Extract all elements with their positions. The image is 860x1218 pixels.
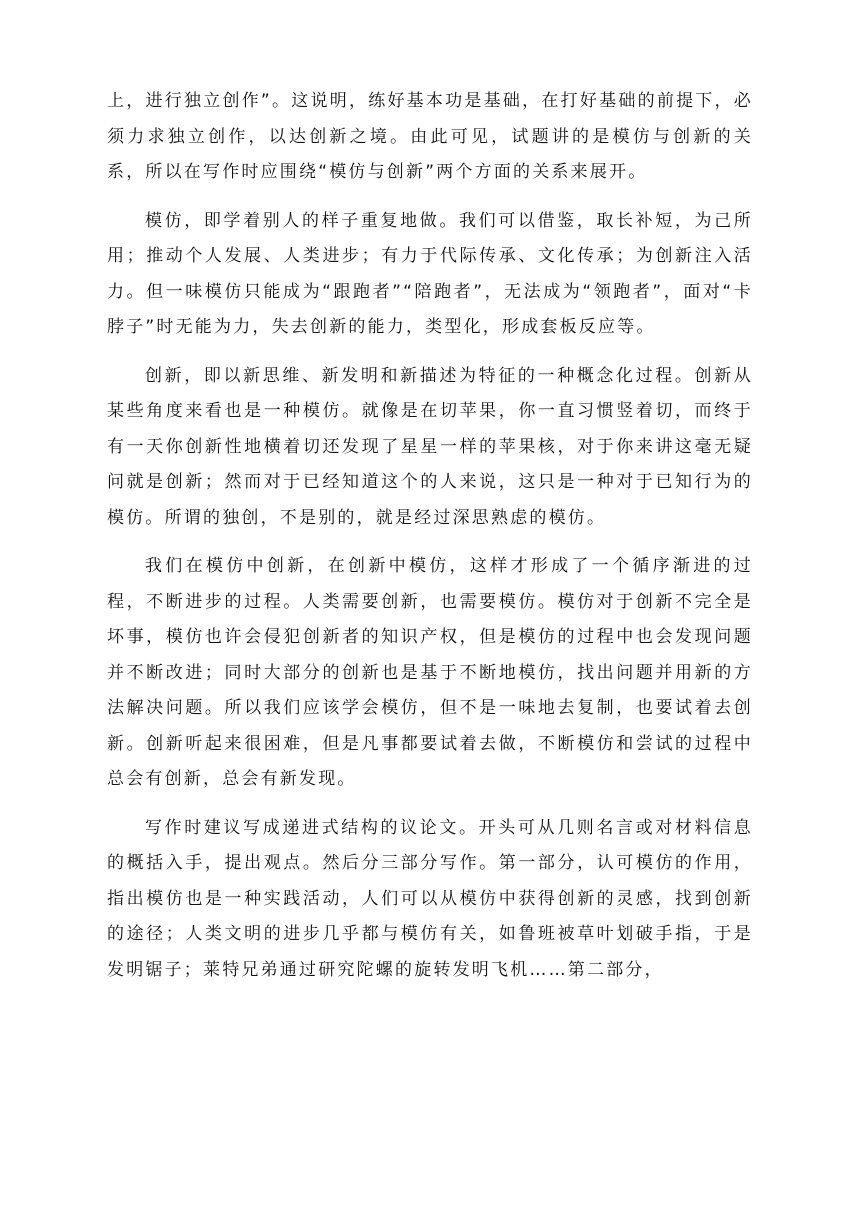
paragraph-1: 上，进行独立创作”。这说明，练好基本功是基础，在打好基础的前提下，必须力求独立创作，以达创新之境。由此可见，试题讲的是模仿与创新的关系，所以在写作时应围绕“模仿与创新”两个方面的关系来展开。 (107, 91, 753, 182)
paragraph-2: 模仿，即学着别人的样子重复地做。我们可以借鉴，取长补短，为己所用；推动个人发展、人类进步；有力于代际传承、文化传承；为创新注入活力。但一味模仿只能成为“跟跑者”“陪跑者”，无法成为“领跑者”，面对“卡脖子”时无能为力，失去创新的能力，类型化，形成套板反应等。 (107, 210, 753, 337)
paragraph-5: 写作时建议写成递进式结构的议论文。开头可从几则名言或对材料信息的概括入手，提出观点。然后分三部分写作。第一部分，认可模仿的作用，指出模仿也是一种实践活动，人们可以从模仿中获得创新的灵感，找到创新的途径；人类文明的进步几乎都与模仿有关，如鲁班被草叶划破手指，于是发明锯子；莱特兄弟通过研究陀螺的旋转发明飞机……第二部分， (107, 817, 753, 980)
paragraph-3: 创新，即以新思维、新发明和新描述为特征的一种概念化过程。创新从某些角度来看也是一种模仿。就像是在切苹果，你一直习惯竖着切，而终于有一天你创新性地横着切还发现了星星一样的苹果核，对于你来讲这毫无疑问就是创新；然而对于已经知道这个的人来说，这只是一种对于已知行为的模仿。所谓的独创，不是别的，就是经过深思熟虑的模仿。 (107, 365, 753, 528)
document-body (107, 84, 753, 1001)
paragraph-4: 我们在模仿中创新，在创新中模仿，这样才形成了一个循序渐进的过程，不断进步的过程。人类需要创新，也需要模仿。模仿对于创新不完全是坏事，模仿也许会侵犯创新者的知识产权，但是模仿的过程中也会发现问题并不断改进；同时大部分的创新也是基于不断地模仿，找出问题并用新的方法解决问题。所以我们应该学会模仿，但不是一味地去复制，也要试着去创新。创新听起来很困难，但是凡事都要试着去做，不断模仿和尝试的过程中总会有创新，总会有新发现。 (107, 556, 753, 789)
